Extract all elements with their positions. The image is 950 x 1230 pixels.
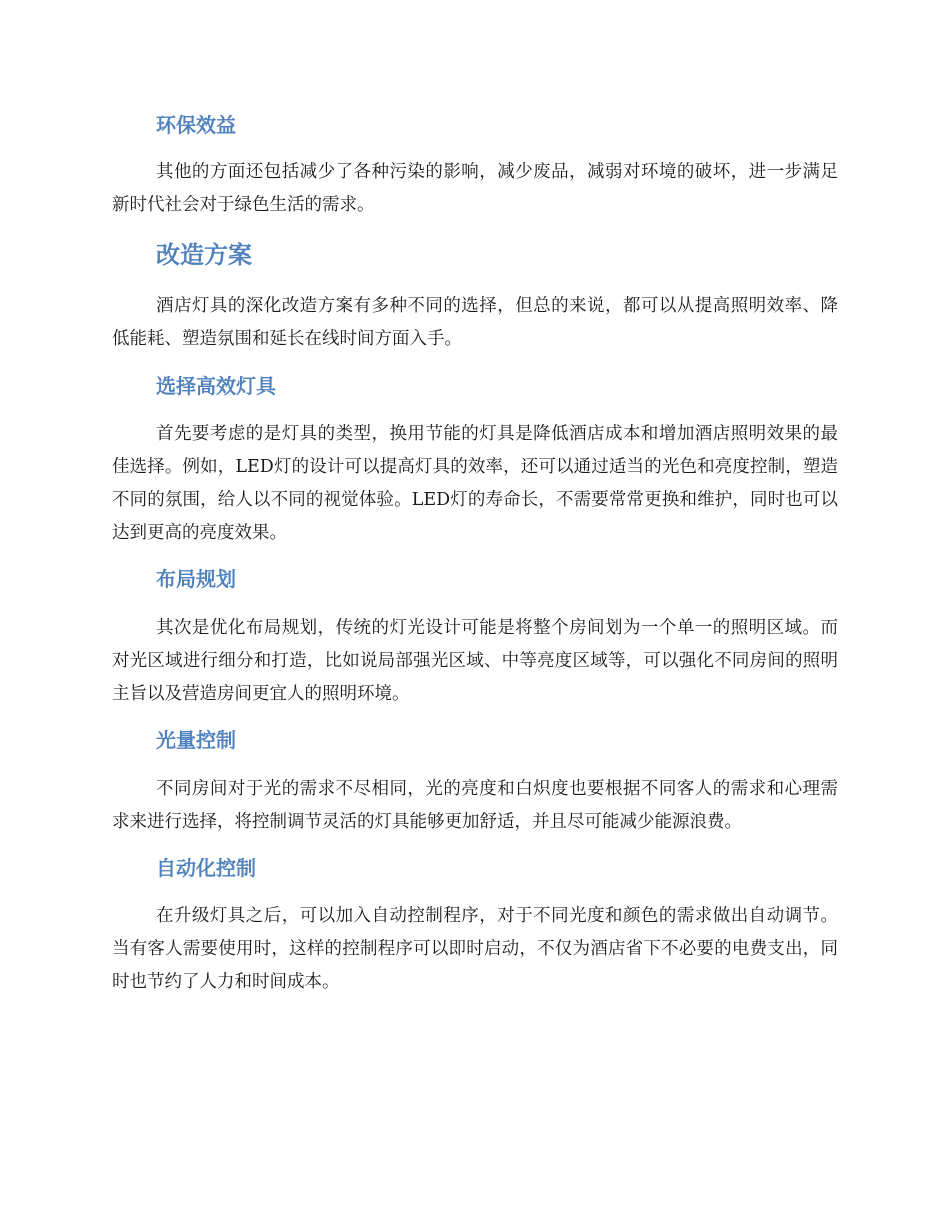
heading-efficient-lamps: 选择高效灯具	[156, 374, 276, 398]
heading-light-control: 光量控制	[156, 728, 236, 752]
paragraph-renovation-plan: 酒店灯具的深化改造方案有多种不同的选择，但总的来说，都可以从提高照明效率、降低能耗、塑造氛围和延长在线时间方面入手。	[112, 296, 838, 349]
paragraph-efficient-lamps: 首先要考虑的是灯具的类型，换用节能的灯具是降低酒店成本和增加酒店照明效果的最佳选择。例如，LED灯的设计可以提高灯具的效率，还可以通过适当的光色和亮度控制，塑造不同的氛围，给人以不同的视觉体验。LED灯的寿命长，不需要常常更换和维护，同时也可以达到更高的亮度效果。	[112, 424, 838, 543]
heading-renovation-plan: 改造方案	[156, 241, 252, 269]
paragraph-layout-planning: 其次是优化布局规划，传统的灯光设计可能是将整个房间划为一个单一的照明区域。而对光区域进行细分和打造，比如说局部强光区域、中等亮度区域等，可以强化不同房间的照明主旨以及营造房间更宜人的照明环境。	[112, 618, 838, 704]
heading-automation-control: 自动化控制	[156, 856, 256, 880]
paragraph-light-control: 不同房间对于光的需求不尽相同，光的亮度和白炽度也要根据不同客人的需求和心理需求来进行选择，将控制调节灵活的灯具能够更加舒适，并且尽可能减少能源浪费。	[112, 779, 838, 832]
heading-environmental-benefits: 环保效益	[156, 113, 236, 137]
paragraph-environmental-benefits: 其他的方面还包括减少了各种污染的影响，减少废品，减弱对环境的破坏，进一步满足新时代社会对于绿色生活的需求。	[112, 162, 838, 215]
heading-layout-planning: 布局规划	[156, 567, 236, 591]
paragraph-automation-control: 在升级灯具之后，可以加入自动控制程序，对于不同光度和颜色的需求做出自动调节。当有客人需要使用时，这样的控制程序可以即时启动，不仅为酒店省下不必要的电费支出，同时也节约了人力和时间成本。	[112, 906, 838, 992]
